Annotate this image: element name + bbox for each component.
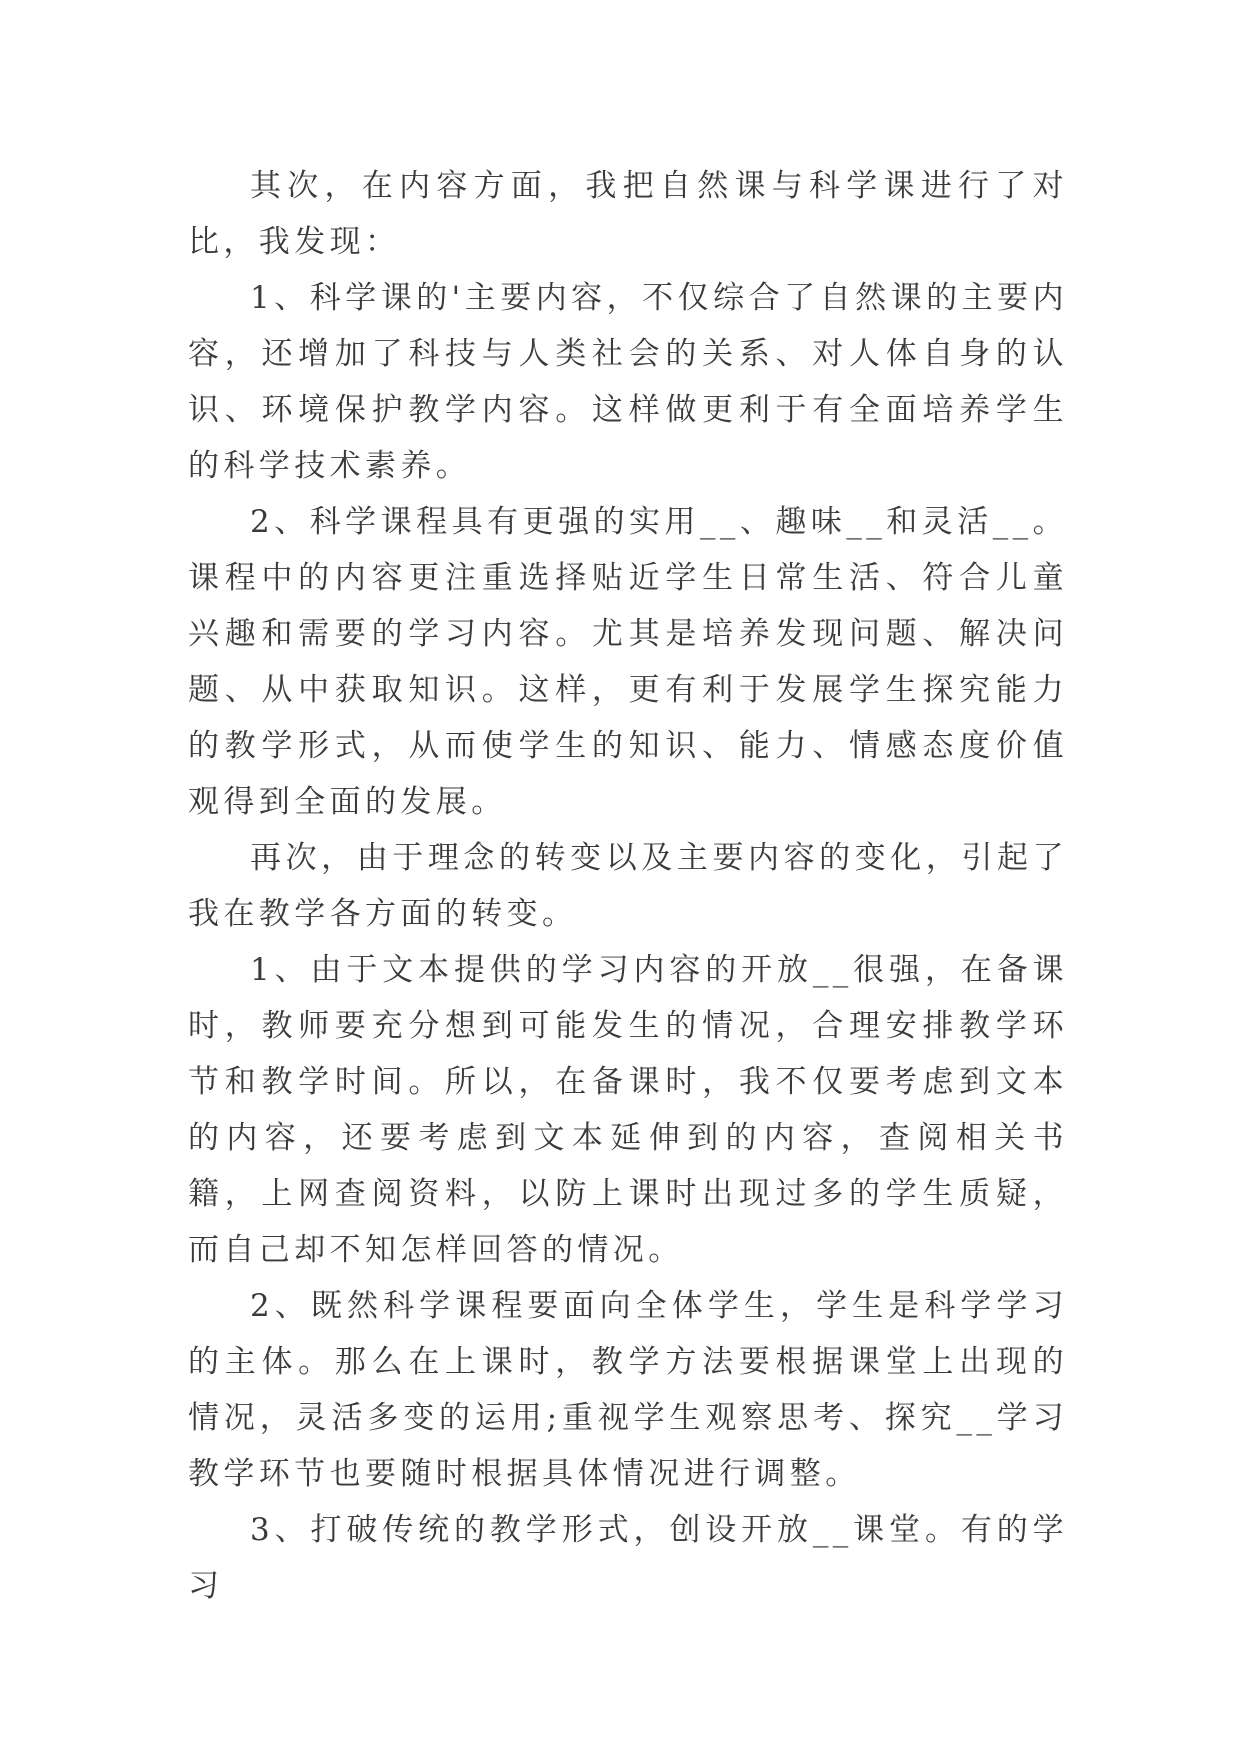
paragraph: 2、科学课程具有更强的实用__、趣味__和灵活__。课程中的内容更注重选择贴近学生日常生活、符合儿童兴趣和需要的学习内容。尤其是培养发现问题、解决问题、从中获取知识。这样，更有利于发展学生探究能力的教学形式，从而使学生的知识、能力、情感态度价值观得到全面的发展。 [188,504,1068,820]
document-body [188,158,1068,1614]
paragraph: 1、科学课的'主要内容，不仅综合了自然课的主要内容，还增加了科技与人类社会的关系、对人体自身的认识、环境保护教学内容。这样做更利于有全面培养学生的科学技术素养。 [188,280,1068,484]
paragraph: 其次，在内容方面，我把自然课与科学课进行了对比，我发现： [188,168,1068,260]
paragraph: 再次，由于理念的转变以及主要内容的变化，引起了我在教学各方面的转变。 [188,840,1068,932]
paragraph: 3、打破传统的教学形式，创设开放__课堂。有的学习 [188,1512,1068,1604]
paragraph: 2、既然科学课程要面向全体学生，学生是科学学习的主体。那么在上课时，教学方法要根据课堂上出现的情况，灵活多变的运用;重视学生观察思考、探究__学习教学环节也要随时根据具体情况进行调整。 [188,1288,1068,1492]
paragraph: 1、由于文本提供的学习内容的开放__很强，在备课时，教师要充分想到可能发生的情况，合理安排教学环节和教学时间。所以，在备课时，我不仅要考虑到文本的内容，还要考虑到文本延伸到的内容，查阅相关书籍，上网查阅资料，以防上课时出现过多的学生质疑，而自己却不知怎样回答的情况。 [188,952,1068,1268]
